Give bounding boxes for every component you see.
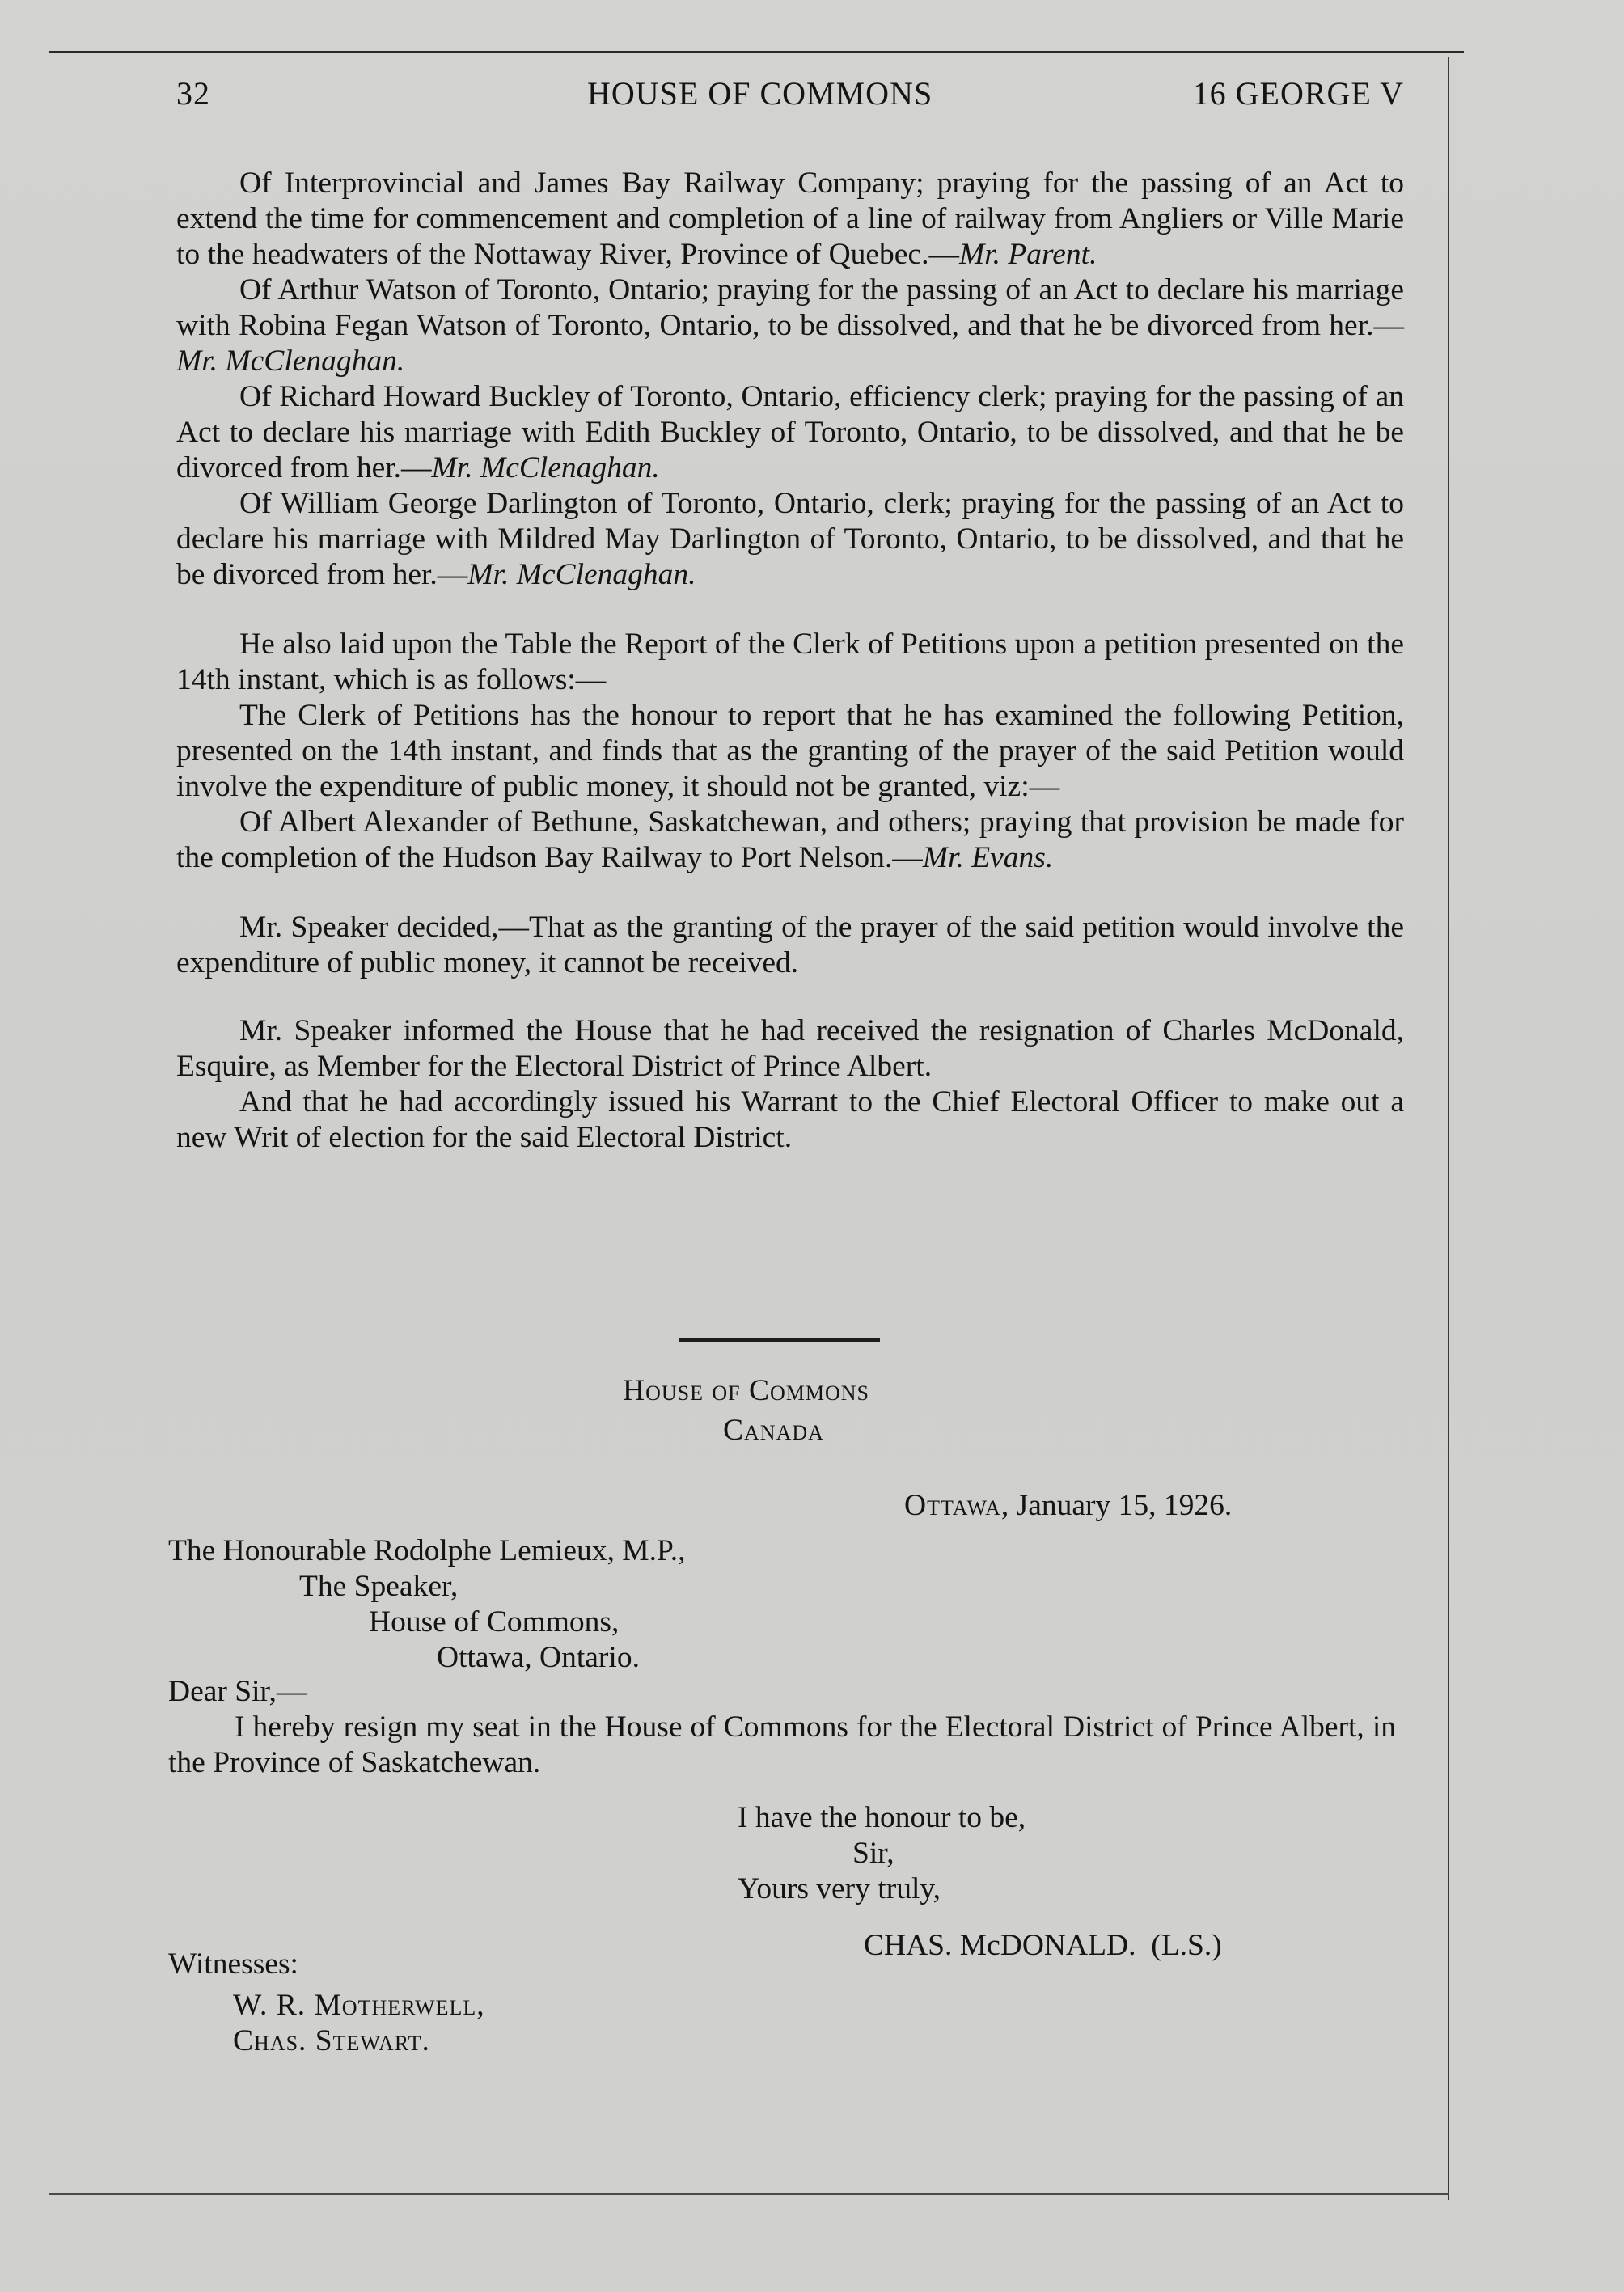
petition-paragraph: Of William George Darlington of Toronto, Ontario, clerk; praying for the passing of an Act to declare his marriage with Mildred May Darlington of Toronto, Ontario, to be dissolved, and that he be divorced from her.—Mr. McClenaghan. — [176, 487, 1404, 591]
seal-mark: (L.S.) — [1151, 1929, 1222, 1962]
warrant-notice: And that he had accordingly issued his Warrant to the Chief Electoral Officer to make out a new Writ of election for the said Electoral District. — [176, 1085, 1404, 1154]
petition-paragraph: Of Richard Howard Buckley of Toronto, Ontario, efficiency clerk; praying for the passing of an Act to declare his marriage with Edith Buckley of Toronto, Ontario, to be dissolved, and that he be divorced from her.—Mr. McClenaghan. — [176, 380, 1404, 484]
letter-place: Ottawa — [904, 1489, 1001, 1522]
letterhead-house: House of Commons — [623, 1374, 869, 1407]
member-name: Mr. Evans. — [922, 841, 1054, 874]
addressee-name: The Honourable Rodolphe Lemieux, M.P., — [168, 1534, 686, 1567]
journal-body — [176, 166, 1404, 1156]
member-name: Mr. McClenaghan. — [431, 451, 660, 484]
closing-yours: Yours very truly, — [738, 1872, 941, 1905]
closing-sir: Sir, — [852, 1837, 894, 1870]
signature: CHAS. McDONALD. (L.S.) — [864, 1929, 1222, 1962]
running-header — [176, 74, 1404, 116]
witness-name: W. R. Motherwell, — [233, 1989, 485, 2022]
resignation-notice: Mr. Speaker informed the House that he had received the resignation of Charles McDonald, Esquire, as Member for the Electoral District of Prince Albert. — [176, 1014, 1404, 1083]
witness-name: Chas. Stewart. — [233, 2024, 430, 2057]
salutation: Dear Sir,— — [168, 1675, 307, 1708]
letter-body: I hereby resign my seat in the House of Commons for the Electoral District of Prince Albert, in the Province of Saskatchewan. — [168, 1711, 1396, 1779]
closing-line: I have the honour to be, — [738, 1801, 1026, 1834]
letterhead-country: Canada — [723, 1414, 824, 1447]
speaker-decision: Mr. Speaker decided,—That as the granting of the prayer of the said petition would involve the expenditure of public money, it cannot be received. — [176, 911, 1404, 979]
member-name: Mr. McClenaghan. — [467, 558, 696, 591]
right-margin-rule — [1448, 57, 1449, 2200]
witnesses-label: Witnesses: — [168, 1947, 298, 1981]
clerk-report-text: The Clerk of Petitions has the honour to report that he has examined the following Petition, presented on the 14th instant, and finds that as the granting of the prayer of the said Petition would involve the expenditure of public money, it should not be granted, viz:— — [176, 699, 1404, 803]
section-divider — [679, 1338, 880, 1342]
addressee-title: The Speaker, — [299, 1570, 459, 1603]
petition-paragraph: Of Albert Alexander of Bethune, Saskatchewan, and others; praying that provision be made for the completion of the Hudson Bay Railway to Port Nelson.—Mr. Evans. — [176, 806, 1404, 874]
letter-date: Ottawa, January 15, 1926. — [904, 1489, 1233, 1522]
petition-paragraph: Of Interprovincial and James Bay Railway Company; praying for the passing of an Act to extend the time for commencement and completion of a line of railway from Angliers or Ville Marie to the headwaters of the Nottaway River, Province of Quebec.—Mr. Parent. — [176, 167, 1404, 271]
regnal-year: 16 GEORGE V — [1192, 75, 1404, 112]
member-name: Mr. McClenaghan. — [176, 345, 405, 378]
top-rule — [49, 51, 1464, 53]
running-title: HOUSE OF COMMONS — [587, 75, 933, 112]
page-number: 32 — [176, 75, 210, 112]
addressee-house: House of Commons, — [369, 1605, 620, 1639]
addressee-city: Ottawa, Ontario. — [437, 1641, 640, 1674]
petition-paragraph: Of Arthur Watson of Toronto, Ontario; praying for the passing of an Act to declare his marriage with Robina Fegan Watson of Toronto, Ontario, to be dissolved, and that he be divorced from her.—Mr. McClenaghan. — [176, 273, 1404, 378]
member-name: Mr. Parent. — [958, 238, 1097, 271]
bottom-rule — [49, 2193, 1449, 2195]
clerk-report-intro: He also laid upon the Table the Report of the Clerk of Petitions upon a petition presented on the 14th instant, which is as follows:— — [176, 628, 1404, 696]
